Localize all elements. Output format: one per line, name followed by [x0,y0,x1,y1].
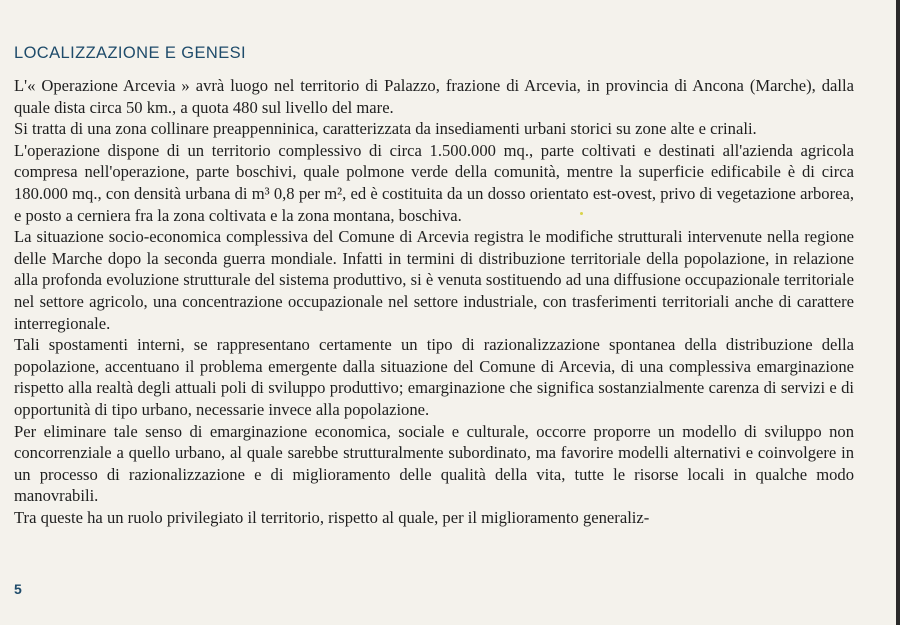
paragraph-location: L'« Operazione Arcevia » avrà luogo nel territorio di Palazzo, frazione di Arcevia, in provincia di Ancona (Marche), dalla quale dista circa 50 km., a quota 480 sul livello del mare. [14,76,854,117]
paragraph-socio-economic: La situazione socio-economica complessiva del Comune di Arcevia registra le modifiche strutturali intervenute nella regione delle Marche dopo la seconda guerra mondiale. Infatti in termini di distribuzione territoriale della popolazione, in relazione alla profonda evoluzione strutturale del sistema produttivo, si è venuta sostituendo ad una diffusione occupazionale territoriale nel settore agricolo, una concentrazione occupazionale nel settore industriale, con trasferimenti territoriali anche di carattere interregionale. [14,227,854,333]
paragraph-territory-role: Tra queste ha un ruolo privilegiato il territorio, rispetto al quale, per il miglioramento generaliz- [14,507,650,527]
paper-stain [580,212,583,215]
section-heading: LOCALIZZAZIONE E GENESI [14,44,246,62]
paragraph-migration: Tali spostamenti interni, se rappresentano certamente un tipo di razionalizzazione spontanea della distribuzione della popolazione, accentuano il problema emergente dalla situazione del Comune di Arcevia, di una complessiva emarginazione rispetto alla realtà degli attuali poli di sviluppo produttivo; emarginazione che significa sostanzialmente carenza di servizi e di opportunità di tipo urbano, necessarie invece alla popolazione. [14,335,854,419]
paragraph-territory: L'operazione dispone di un territorio complessivo di circa 1.500.000 mq., parte coltivati e destinati all'azienda agricola compresa nell'operazione, parte boschivi, quale polmone verde della comunità, mentre la superficie edificabile è di circa 180.000 mq., con densità urbana di m³ 0,8 per m², ed è costituita da un dosso orientato est-ovest, privo di vegetazione arborea, e posto a cerniera fra la zona coltivata e la zona montana, boschiva. [14,140,854,225]
document-body [14,44,854,528]
paragraph-development-model: Per eliminare tale senso di emarginazione economica, sociale e culturale, occorre proporre un modello di sviluppo non concorrenziale a quello urbano, al quale sarebbe strutturalmente subordinato, ma favorire modelli alternativi e coinvolgere in un processo di razionalizzazione e di miglioramento delle qualità della vita, tutte le risorse locali in qualche modo manovrabili. [14,421,854,506]
page-edge-shadow [896,0,900,625]
page-number: 5 [14,581,22,597]
paragraph-terrain: Si tratta di una zona collinare preappenninica, caratterizzata da insediamenti urbani storici su zone alte e crinali. [14,119,757,139]
